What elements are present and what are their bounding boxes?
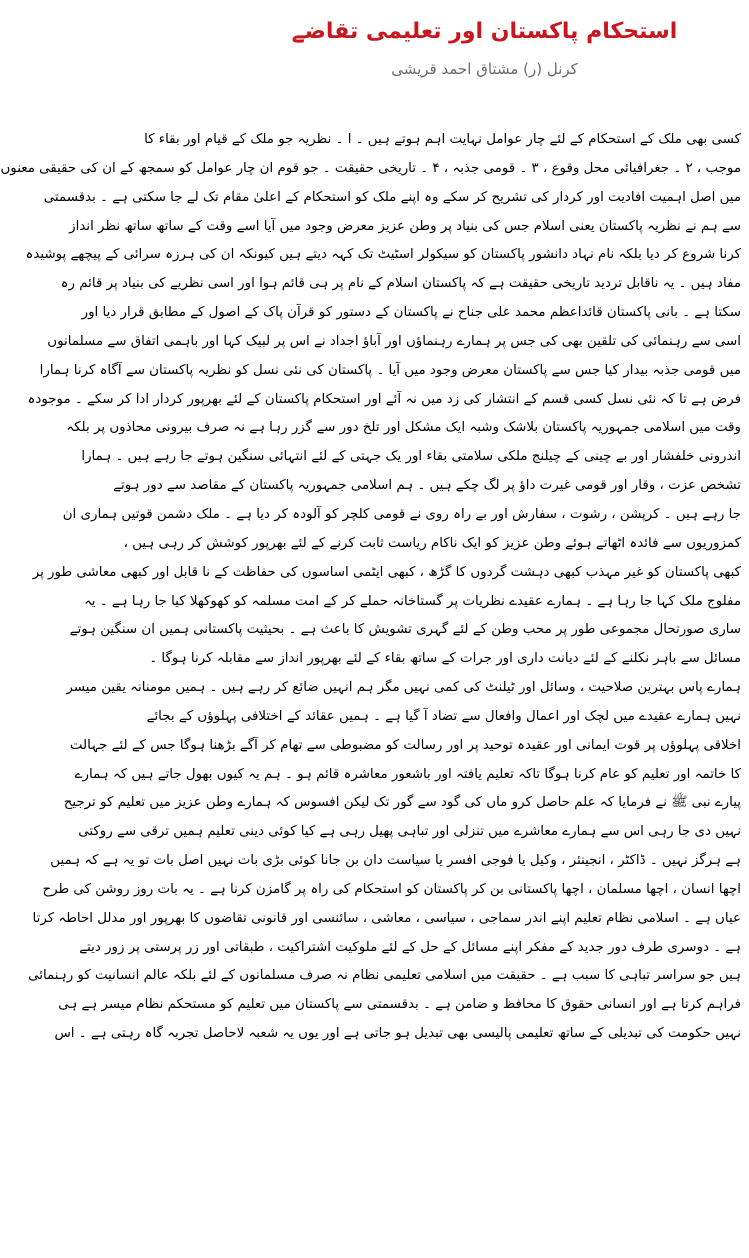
article-line: کا خاتمہ اور تعلیم کو عام کرنا ہوگا تاکہ تعلیم یافتہ اور باشعور معاشرہ قائم ہو ۔ ہم یہ کیوں بھول جاتے ہیں کہ ہمارے — [74, 766, 741, 782]
article-line: کمزوریوں سے فائدہ اٹھاتے ہوئے وطن عزیز کو ایک ناکام ریاست ثابت کرنے کے لئے بھرپور کوشش کر رہی ہیں ، — [123, 535, 741, 551]
author-byline: کرنل (ر) مشتاق احمد قریشی — [391, 60, 578, 78]
article-line: میں قومی جذبہ بیدار کیا جس سے پاکستان معرض وجود میں آیا ۔ پاکستان کی نئی نسل کو نظریہ پاکستان سے آگاہ کرنا ہمارا — [39, 362, 741, 378]
article-line: موجب ، ۲ ۔ جغرافیائی محل وقوع ، ۳ ۔ قومی جذبہ ، ۴ ۔ تاریخی حقیقت ۔ جو قوم ان چار عوامل کو سمجھ کے ان کی حقیقی معنوں — [0, 160, 741, 176]
article-line: مفلوج ملک کہا جا رہا ہے ۔ ہمارے عقیدے نظریات پر گستاخانہ حملے کر کے امت مسلمہ کو کھوکھلا کیا جا رہا ہے ۔ یہ — [83, 593, 741, 609]
article-line: اندرونی خلفشار اور بے چینی کے چیلنج ملکی سلامتی بقاء اور یک جہتی کے لئے انتہائی سنگین ہوتے جا رہے ہیں ۔ ہمارا — [81, 449, 741, 465]
article-line: ہمارے پاس بہترین صلاحیت ، وسائل اور ٹیلنٹ کی کمی نہیں مگر ہم انہیں ضائع کر رہے ہیں ۔ ہمیں مومنانہ یقین میسر — [66, 680, 741, 696]
article-line: ہے ہرگز نہیں ۔ ڈاکٹر ، انجینئر ، وکیل یا فوجی افسر یا سیاست دان بن جانا کوئی بڑی بات نہیں اصل بات تو یہ ہے کہ ہمیں — [50, 853, 741, 869]
article-line: عیاں ہے ۔ اسلامی نظام تعلیم اپنے اندر سماجی ، سیاسی ، معاشی ، سائنسی اور قانونی تقاضوں کا بھرپور اور مدلل احاطہ کرتا — [32, 910, 741, 926]
article-line: فرض ہے تا کہ نئی نسل کسی قسم کے انتشار کی زد میں نہ آئے اور استحکام پاکستان کے لئے بھرپور کردار ادا کر سکے ۔ موجودہ — [27, 391, 741, 407]
article-line: سے ہم نے نظریہ پاکستان یعنی اسلام جس کی بنیاد پر وطن عزیز معرض وجود میں آیا اسے وقت کے ساتھ ساتھ نظر انداز — [69, 218, 741, 234]
article-line: نہیں دی جا رہی اس سے ہمارے معاشرے میں تنزلی اور تباہی پھیل رہی ہے کیا کوئی دینی تعلیم ہمیں ترقی سے روکتی — [78, 824, 741, 840]
article-line: مفاد ہیں ۔ یہ ناقابل تردید تاریخی حقیقت ہے کہ پاکستان اسلام کے نام پر ہی قائم ہوا اور اسی نظریے کی بنیاد پر قائم رہ — [60, 276, 741, 292]
article-line: اخلاقی پہلوؤں پر قوت ایمانی اور عقیدہ توحید پر اور رسالت کو مضبوطی سے تھام کر آگے بڑھنا ہوگا جس کے لئے جہالت — [69, 737, 741, 753]
article-title: استحکام پاکستان اور تعلیمی تقاضے — [291, 19, 678, 44]
article-line: مسائل سے باہر نکلنے کے لئے دیانت داری اور جرات کے ساتھ بقاء کے لئے بھرپور انداز سے مقابلہ کرنا ہوگا ۔ — [149, 651, 741, 667]
article-line: کبھی پاکستان کو غیر مہذب کبھی دہشت گردوں کا گڑھ ، کبھی ایٹمی اساسوں کی حفاظت کے نا قابل اور کبھی معاشی طور پر — [32, 564, 741, 580]
article-line: کرنا شروع کر دیا بلکہ نام نہاد دانشور پاکستان کو سیکولر اسٹیٹ تک کہہ دیتے ہیں کیونکہ ان کی ہرزہ سرائی کے پیچھے پوشیدہ — [25, 247, 741, 263]
article-line: ہے ۔ دوسری طرف دور جدید کے مفکر اپنے مسائل کے حل کے لئے ملوکیت اشتراکیت ، طبقاتی اور زر پرستی پر زور دیتے — [79, 939, 741, 955]
article-line: پیارے نبی ﷺ نے فرمایا کہ علم حاصل کرو ماں کی گود سے گور تک لیکن افسوس کہ ہمارے وطن عزیز میں تعلیم کو ترجیح — [63, 795, 741, 811]
article-line: ساری صورتحال مجموعی طور پر محب وطن کے لئے گہری تشویش کا باعث ہے ۔ بحیثیت پاکستانی ہمیں ان سنگین ہوتے — [69, 622, 741, 638]
article-line: نہیں حکومت کی تبدیلی کے ساتھ تعلیمی پالیسی بھی تبدیل ہو جاتی ہے اور یوں یہ شعبہ لاحاصل تجربہ گاہ رہتی ہے ۔ اس — [54, 1026, 741, 1042]
article-line: اسی سے رہنمائی کی تلقین بھی کی جس پر ہمارے رہنماؤں اور آباؤ اجداد نے اس پر لبیک کہا اور باہمی اتفاق سے مسلمانوں — [47, 333, 741, 349]
article-line: کسی بھی ملک کے استحکام کے لئے چار عوامل نہایت اہم ہوتے ہیں ۔ ا ۔ نظریہ جو ملک کے قیام اور بقاء کا — [144, 132, 741, 147]
article-body — [0, 126, 741, 1049]
article-line: اچھا انسان ، اچھا مسلمان ، اچھا پاکستانی بن کر پاکستان کو استحکام کی راہ پر گامزن کرنا ہے ۔ یہ بات روز روشن کی طرح — [42, 881, 741, 897]
article-line: وقت میں اسلامی جمہوریہ پاکستان بلاشک وشبہ ایک مشکل اور تلخ دور سے گزر رہا ہے نہ صرف بیرونی محاذوں پر بلکہ — [66, 420, 741, 436]
article-line: میں اصل اہمیت افادیت اور کردار کی تشریح کر سکے وہ اپنے ملک کو استحکام کے اعلیٰ مقام تک لے جا سکتی ہے ۔ بدقسمتی — [43, 189, 741, 205]
article-line: سکتا ہے ۔ بانی پاکستان قائداعظم محمد علی جناح نے پاکستان کے دستور کو قرآن پاک کے اصول کے مطابق قرار دیا اور — [81, 305, 741, 321]
article-line: نہیں ہمارے عقیدے میں لچک اور اعمال وافعال سے تضاد آ گیا ہے ۔ ہمیں عقائد کے اختلافی پہلوؤں کے بجائے — [146, 708, 741, 724]
article-line: فراہم کرتا ہے اور انسانی حقوق کا محافظ و ضامن ہے ۔ بدقسمتی سے پاکستان میں تعلیم کو مستحکم نظام میسر ہے ہی — [58, 997, 741, 1013]
article-line: ہیں جو سراسر تباہی کا سبب ہے ۔ حقیقت میں اسلامی تعلیمی نظام نہ صرف مسلمانوں کے لئے بلکہ عالم انسانیت کو رہنمائی — [28, 968, 741, 984]
article-line: جا رہے ہیں ۔ کرپشن ، رشوت ، سفارش اور بے راہ روی نے قومی کلچر کو آلودہ کر دیا ہے ۔ ملک دشمن قوتیں ہماری ان — [62, 506, 741, 522]
article-line: تشخص عزت ، وقار اور قومی غیرت داؤ پر لگ چکے ہیں ۔ ہم اسلامی جمہوریہ پاکستان کے مقاصد سے دور ہوتے — [113, 478, 741, 494]
